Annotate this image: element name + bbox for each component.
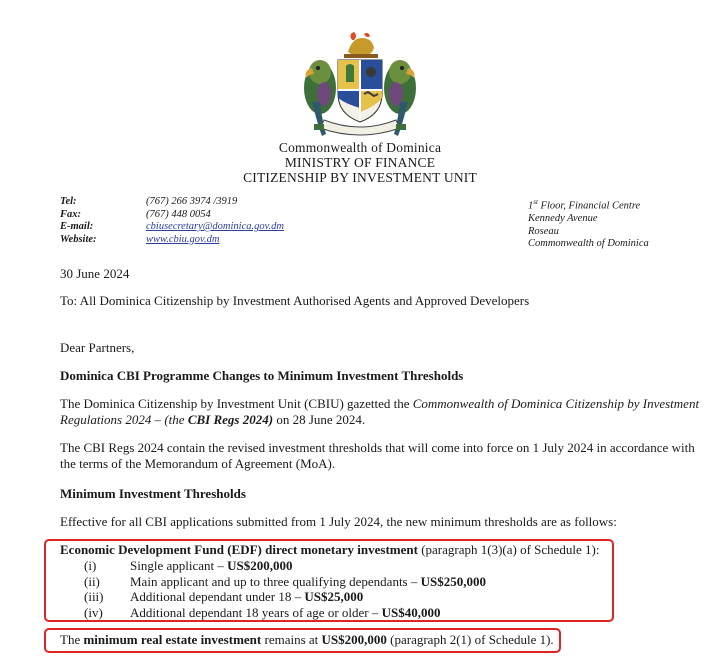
real-estate-statement: The minimum real estate investment remains at US$200,000 (paragraph 2(1) of Schedule 1).	[60, 632, 554, 647]
address-block	[528, 196, 649, 251]
email-link[interactable]: cbiusecretary@dominica.gov.dm	[146, 221, 284, 232]
address-line-2: Kennedy Avenue	[528, 213, 598, 224]
edf-heading: Economic Development Fund (EDF) direct monetary investment (paragraph 1(3)(a) of Schedule 1):	[60, 542, 600, 557]
lion-crest-icon	[344, 32, 378, 58]
address-line-4: Commonwealth of Dominica	[528, 238, 649, 249]
list-item: (i) Single applicant – US$200,000	[84, 558, 293, 573]
coat-of-arms-crest	[290, 32, 430, 140]
fax-value: (767) 448 0054	[146, 208, 211, 220]
email-label: E-mail:	[60, 221, 94, 232]
letter-salutation: Dear Partners,	[60, 340, 135, 355]
paragraph-gazette: The Dominica Citizenship by Investment Unit (CBIU) gazetted the Commonwealth of Dominica Citizenship by Investment Regulations 2024 – (the CBI Regs 2024) on 28 June 2024.	[60, 396, 700, 427]
website-link[interactable]: www.cbiu.gov.dm	[146, 233, 220, 245]
letter-subject: Dominica CBI Programme Changes to Minimum Investment Thresholds	[60, 368, 464, 383]
tel-value: (767) 266 3974 /3919	[146, 196, 238, 207]
header-commonwealth: Commonwealth of Dominica	[278, 140, 442, 155]
letter-date: 30 June 2024	[60, 266, 130, 281]
list-item: (iii) Additional dependant under 18 – US$25,000	[84, 589, 364, 604]
shield-icon	[338, 60, 382, 122]
fax-label: Fax:	[60, 208, 81, 220]
website-label: Website:	[60, 233, 97, 245]
paragraph-effective: Effective for all CBI applications submitted from 1 July 2024, the new minimum thresholds are as follows:	[60, 514, 617, 529]
list-item: (ii) Main applicant and up to three qualifying dependants – US$250,000	[84, 573, 486, 589]
contact-block	[60, 196, 380, 248]
paragraph-regs: The CBI Regs 2024 contain the revised investment thresholds that will come into force on 1 July 2024 in accordance with the terms of the Memorandum of Agreement (MoA).	[60, 440, 695, 471]
address-line-1: 1st Floor, Financial Centre	[528, 198, 641, 212]
header-ministry: MINISTRY OF FINANCE	[284, 155, 436, 170]
address-line-3: Roseau	[528, 225, 559, 237]
list-item: (iv) Additional dependant 18 years of age or older – US$40,000	[84, 604, 441, 620]
header-unit: CITIZENSHIP BY INVESTMENT UNIT	[243, 170, 477, 185]
tel-label: Tel:	[60, 196, 77, 207]
letter-recipient: To: All Dominica Citizenship by Investment Authorised Agents and Approved Developers	[60, 293, 530, 308]
edf-threshold-list	[0, 558, 720, 622]
section-heading-thresholds: Minimum Investment Thresholds	[60, 486, 246, 501]
